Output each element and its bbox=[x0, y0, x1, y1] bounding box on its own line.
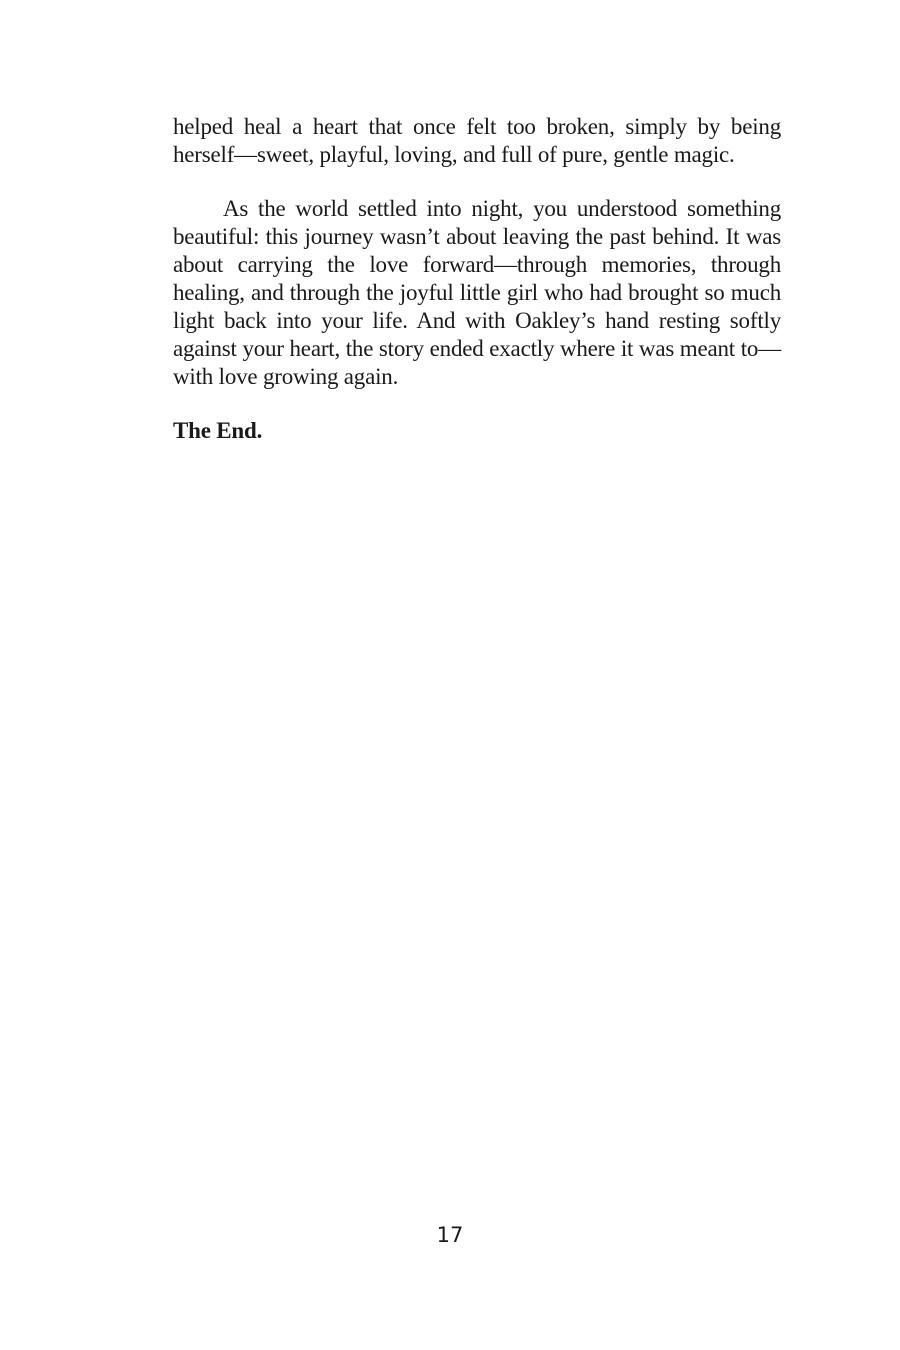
page-number: 17 bbox=[436, 1223, 464, 1247]
paragraph-continuation: helped heal a heart that once felt too broken, simply by being herself—sweet, playful, loving, and full of pure, gentle magic. bbox=[173, 114, 781, 167]
paragraph-closing: As the world settled into night, you understood something beautiful: this journey wasn’t about leaving the past behind. It was about carrying the love forward—through memories, through healing, and through the joyful little girl who had brought so much light back into your life. And with Oakley’s hand resting softly against your heart, the story ended exactly where it was meant to—with love growing again. bbox=[173, 196, 781, 389]
body-text bbox=[173, 113, 781, 471]
the-end-heading: The End. bbox=[173, 418, 263, 443]
